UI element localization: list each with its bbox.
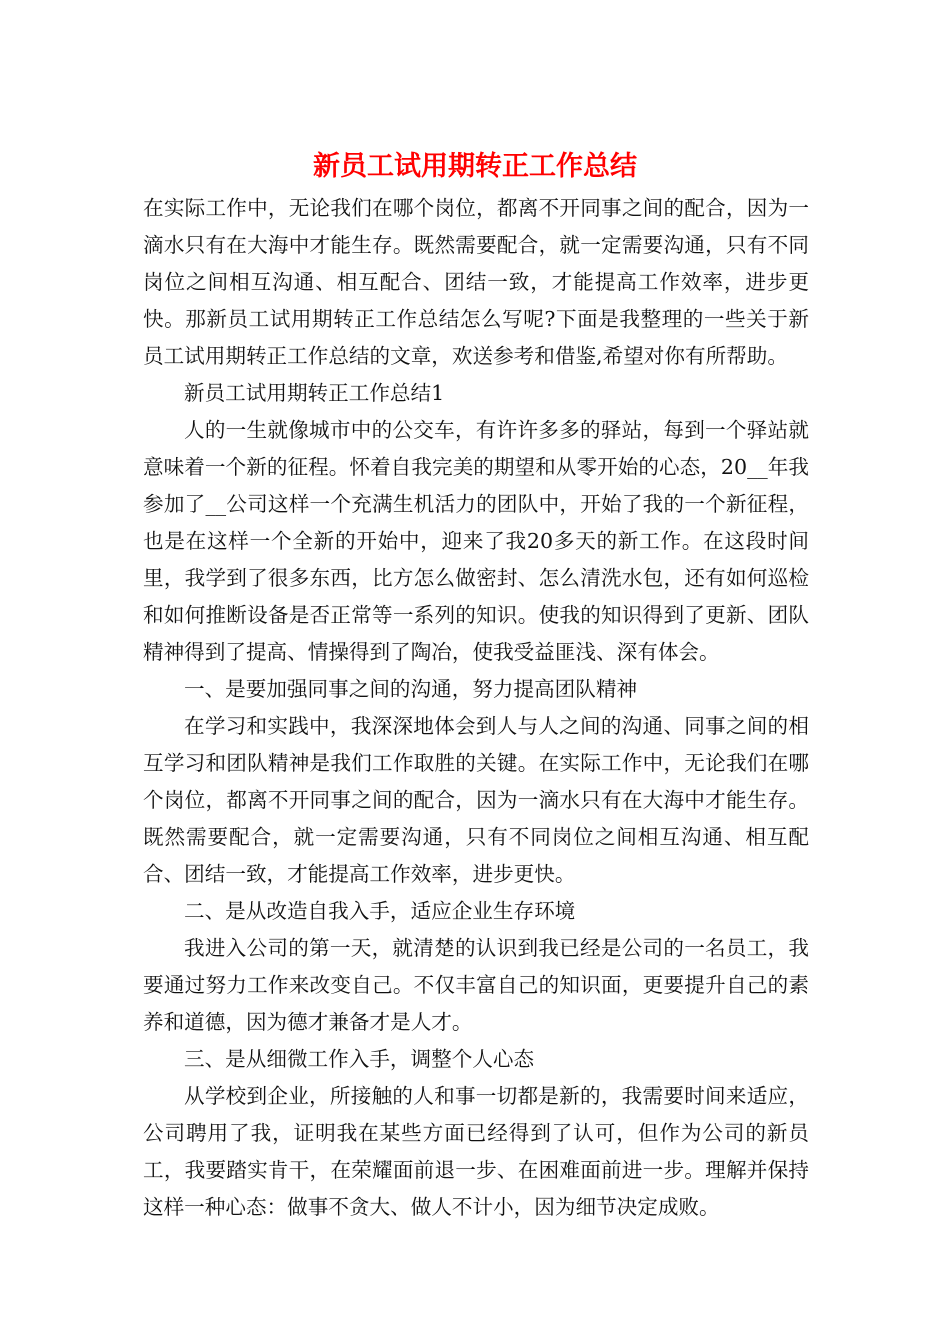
intro-paragraph: 在实际工作中，无论我们在哪个岗位，都离不开同事之间的配合，因为一滴水只有在大海中才能生存。既然需要配合，就一定需要沟通，只有不同岗位之间相互沟通、相互配合、团结一致，才能提高工作效率，进步更快。那新员工试用期转正工作总结怎么写呢?下面是我整理的一些关于新员工试用期转正工作总结的文章，欢送参考和借鉴,希望对你有所帮助。 xyxy=(143,196,809,368)
section-heading-summary-1: 新员工试用期转正工作总结1 xyxy=(184,381,445,405)
document-title: 新员工试用期转正工作总结 xyxy=(313,151,637,182)
body-paragraph: 从学校到企业，所接触的人和事一切都是新的，我需要时间来适应，公司聘用了我，证明我在某些方面已经得到了认可，但作为公司的新员工，我要踏实肯干，在荣耀面前退一步、在困难面前进一步。理解并保持这样一种心态：做事不贪大、做人不计小，因为细节决定成败。 xyxy=(143,1084,809,1219)
section-heading-2: 二、是从改造自我入手，适应企业生存环境 xyxy=(184,899,576,923)
body-paragraph: 我进入公司的第一天，就清楚的认识到我已经是公司的一名员工，我要通过努力工作来改变自己。不仅丰富自己的知识面，更要提升自己的素养和道德，因为德才兼备才是人才。 xyxy=(143,936,809,1034)
section-heading-3: 三、是从细微工作入手，调整个人心态 xyxy=(184,1047,535,1071)
body-paragraph: 在学习和实践中，我深深地体会到人与人之间的沟通、同事之间的相互学习和团队精神是我们工作取胜的关键。在实际工作中，无论我们在哪个岗位，都离不开同事之间的配合，因为一滴水只有在大海中才能生存。既然需要配合，就一定需要沟通，只有不同岗位之间相互沟通、相互配合、团结一致，才能提高工作效率，进步更快。 xyxy=(143,714,809,886)
document-body xyxy=(143,190,809,1226)
body-paragraph: 人的一生就像城市中的公交车，有许许多多的驿站，每到一个驿站就意味着一个新的征程。怀着自我完美的期望和从零开始的心态，20__年我参加了__公司这样一个充满生机活力的团队中，开始了我的一个新征程，也是在这样一个全新的开始中，迎来了我20多天的新工作。在这段时间里，我学到了很多东西，比方怎么做密封、怎么清洗水包，还有如何巡检和如何推断设备是否正常等一系列的知识。使我的知识得到了更新、团队精神得到了提高、情操得到了陶冶，使我受益匪浅、深有体会。 xyxy=(143,418,809,664)
section-heading-1: 一、是要加强同事之间的沟通，努力提高团队精神 xyxy=(184,677,638,701)
